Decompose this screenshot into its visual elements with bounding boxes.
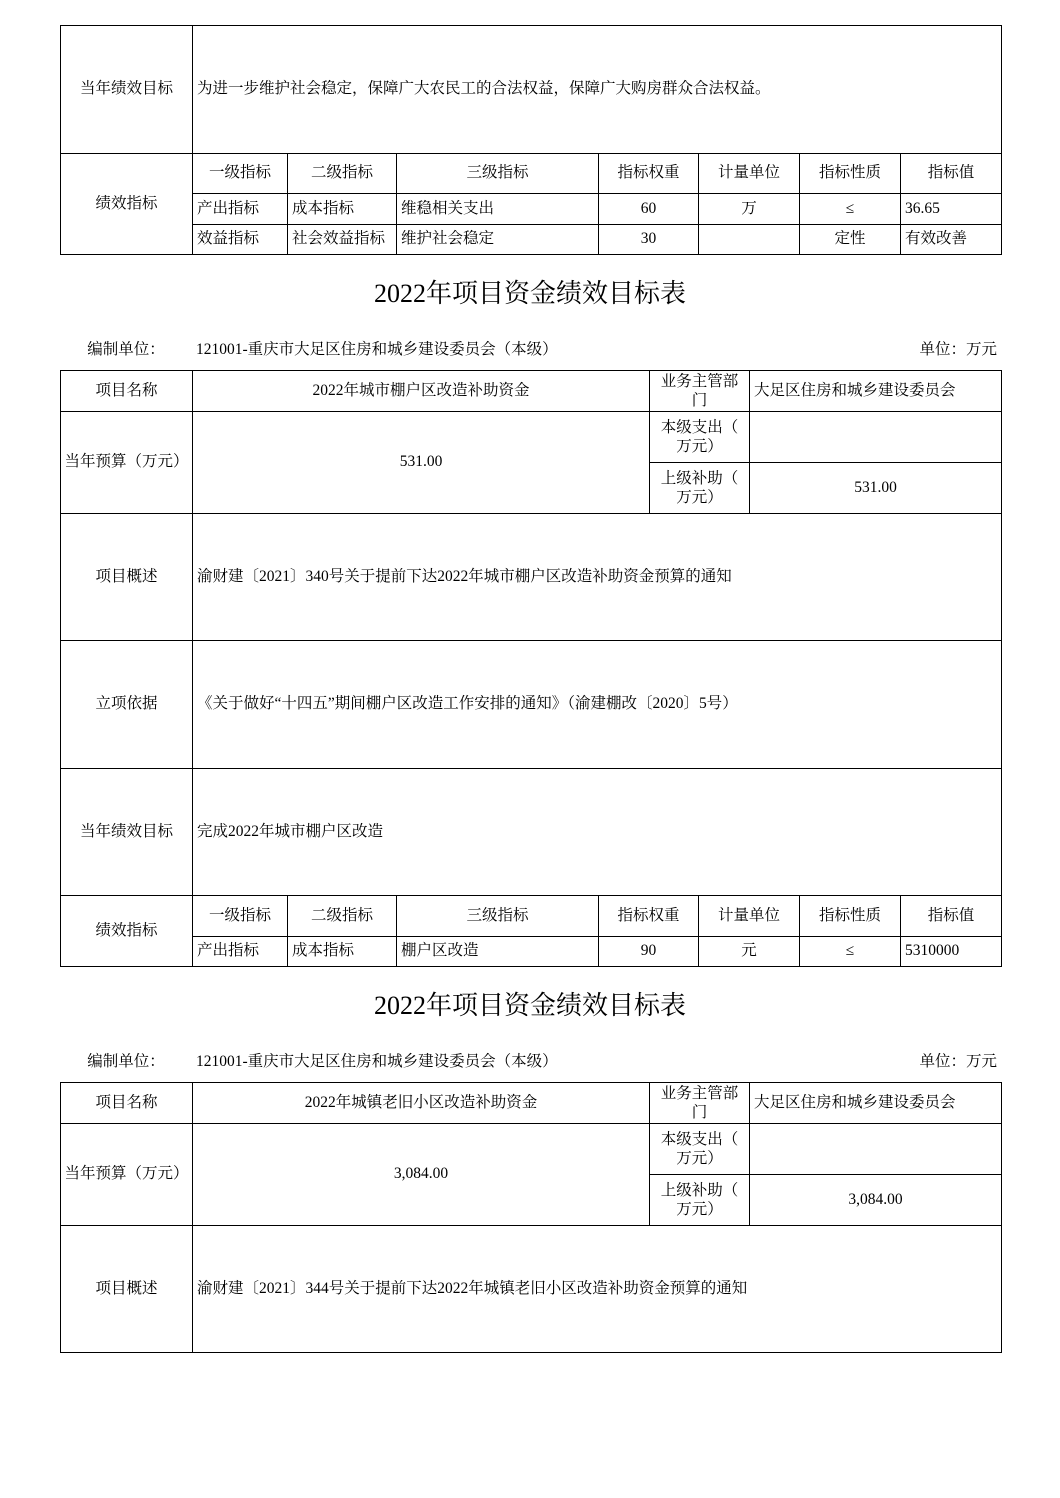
indicator-header-level1: 一级指标 — [193, 154, 288, 194]
indicator-header-unit: 计量单位 — [699, 154, 800, 194]
indicator-level2: 社会效益指标 — [288, 225, 397, 255]
indicators-label: 绩效指标 — [61, 154, 193, 255]
basis-text: 《关于做好“十四五”期间棚户区改造工作安排的通知》（渝建棚改〔2020〕5号） — [193, 641, 1002, 769]
upper-subsidy-label: 上级补助（万元） — [650, 463, 750, 514]
overview-label: 项目概述 — [61, 514, 193, 641]
indicator-header-value: 指标值 — [901, 154, 1002, 194]
table-row — [61, 225, 1002, 255]
own-expense-value — [750, 1124, 1002, 1175]
unit-label: 单位：万元 — [919, 1053, 997, 1070]
indicators-label: 绩效指标 — [61, 896, 193, 967]
upper-subsidy-value: 531.00 — [750, 463, 1002, 514]
project-name: 2022年城镇老旧小区改造补助资金 — [193, 1083, 650, 1124]
project-name-label: 项目名称 — [61, 1083, 193, 1124]
indicator-header-level2: 二级指标 — [288, 896, 397, 937]
indicator-header-value: 指标值 — [901, 896, 1002, 937]
own-expense-label: 本级支出（万元） — [650, 412, 750, 463]
indicator-unit: 元 — [699, 937, 800, 967]
indicator-unit — [699, 225, 800, 255]
indicator-value: 5310000 — [901, 937, 1002, 967]
dept-label: 业务主管部门 — [650, 371, 750, 412]
table-row — [61, 26, 1002, 154]
org-name: 121001-重庆市大足区住房和城乡建设委员会（本级） — [196, 341, 558, 358]
indicator-level3: 维护社会稳定 — [397, 225, 599, 255]
indicator-header-nature: 指标性质 — [800, 896, 901, 937]
table-row — [61, 769, 1002, 896]
indicator-level1: 产出指标 — [193, 937, 288, 967]
org-label: 编制单位： — [87, 1053, 165, 1070]
indicator-nature: ≤ — [800, 194, 901, 225]
table-title: 2022年项目资金绩效目标表 — [373, 991, 686, 1020]
indicator-unit: 万 — [699, 194, 800, 225]
project-performance-table — [60, 370, 1002, 967]
annual-goal-label: 当年绩效目标 — [61, 26, 193, 154]
indicator-level3: 棚户区改造 — [397, 937, 599, 967]
indicator-header-unit: 计量单位 — [699, 896, 800, 937]
indicator-header-level1: 一级指标 — [193, 896, 288, 937]
indicator-header-weight: 指标权重 — [599, 154, 699, 194]
indicator-level1: 效益指标 — [193, 225, 288, 255]
table-row — [61, 896, 1002, 937]
indicator-level1: 产出指标 — [193, 194, 288, 225]
dept-name: 大足区住房和城乡建设委员会 — [750, 371, 1002, 412]
org-label: 编制单位： — [87, 341, 165, 358]
basis-label: 立项依据 — [61, 641, 193, 769]
dept-label: 业务主管部门 — [650, 1083, 750, 1124]
overview-text: 渝财建〔2021〕340号关于提前下达2022年城市棚户区改造补助资金预算的通知 — [193, 514, 1002, 641]
project-performance-table — [60, 1082, 1002, 1353]
own-expense-value — [750, 412, 1002, 463]
overview-text: 渝财建〔2021〕344号关于提前下达2022年城镇老旧小区改造补助资金预算的通知 — [193, 1226, 1002, 1353]
upper-subsidy-value: 3,084.00 — [750, 1175, 1002, 1226]
indicator-weight: 90 — [599, 937, 699, 967]
indicator-value: 有效改善 — [901, 225, 1002, 255]
table-subheader — [60, 340, 1001, 360]
table-row — [61, 641, 1002, 769]
indicator-header-weight: 指标权重 — [599, 896, 699, 937]
budget-total: 3,084.00 — [193, 1124, 650, 1226]
table-row — [61, 514, 1002, 641]
indicator-weight: 30 — [599, 225, 699, 255]
overview-label: 项目概述 — [61, 1226, 193, 1353]
indicator-value: 36.65 — [901, 194, 1002, 225]
table-row — [61, 371, 1002, 412]
table-title: 2022年项目资金绩效目标表 — [373, 279, 686, 308]
indicator-header-level3: 三级指标 — [397, 154, 599, 194]
table-row — [61, 412, 1002, 463]
indicator-header-nature: 指标性质 — [800, 154, 901, 194]
upper-subsidy-label: 上级补助（万元） — [650, 1175, 750, 1226]
annual-goal-text: 为进一步维护社会稳定，保障广大农民工的合法权益，保障广大购房群众合法权益。 — [193, 26, 1002, 154]
table-row — [61, 194, 1002, 225]
table-row — [61, 937, 1002, 967]
table-row — [61, 1083, 1002, 1124]
performance-table-continued — [60, 25, 1002, 255]
indicator-level2: 成本指标 — [288, 194, 397, 225]
indicator-nature: ≤ — [800, 937, 901, 967]
table-row — [61, 1226, 1002, 1353]
indicator-level3: 维稳相关支出 — [397, 194, 599, 225]
table-row — [61, 154, 1002, 194]
table-row — [61, 1124, 1002, 1175]
indicator-level2: 成本指标 — [288, 937, 397, 967]
project-name: 2022年城市棚户区改造补助资金 — [193, 371, 650, 412]
indicator-header-level3: 三级指标 — [397, 896, 599, 937]
unit-label: 单位：万元 — [919, 341, 997, 358]
annual-goal-text: 完成2022年城市棚户区改造 — [193, 769, 1002, 896]
org-name: 121001-重庆市大足区住房和城乡建设委员会（本级） — [196, 1053, 558, 1070]
indicator-header-level2: 二级指标 — [288, 154, 397, 194]
indicator-weight: 60 — [599, 194, 699, 225]
budget-label: 当年预算（万元） — [61, 1124, 193, 1226]
table-subheader — [60, 1052, 1001, 1072]
own-expense-label: 本级支出（万元） — [650, 1124, 750, 1175]
project-name-label: 项目名称 — [61, 371, 193, 412]
budget-total: 531.00 — [193, 412, 650, 514]
dept-name: 大足区住房和城乡建设委员会 — [750, 1083, 1002, 1124]
annual-goal-label: 当年绩效目标 — [61, 769, 193, 896]
indicator-nature: 定性 — [800, 225, 901, 255]
budget-label: 当年预算（万元） — [61, 412, 193, 514]
